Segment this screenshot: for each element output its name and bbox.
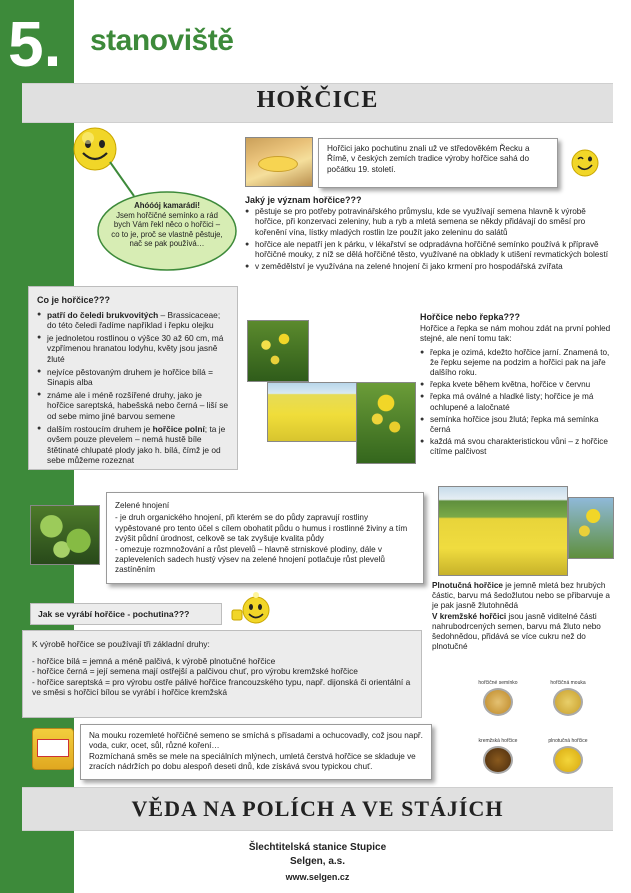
mouka-p2: Rozmíchaná směs se mele na speciálních mlýnech, umletá čerstvá hořčice se skladuje ve zracích nádržích po dobu alespoň deseti dnů, kde získává svou typickou chuť. [89, 751, 416, 772]
plnotucna-section [432, 581, 616, 652]
repka-item: ● semínka hořčice jsou žlutá; řepka má semínka černá [420, 415, 616, 435]
vyroba-l1: - hořčice bílá = jemná a méně palčivá, k výrobě plnotučné hořčice [32, 655, 276, 666]
co-je-box [28, 286, 238, 470]
repka-item: ● řepka je ozimá, kdežto hořčice jarní. Znamená to, že řepku sejeme na podzim a hořčici pak na jaře dalšího roku. [420, 348, 616, 379]
thumbs-up-smiley-icon [228, 592, 272, 632]
bubble-greeting: Ahóóój kamarádi! [134, 201, 200, 210]
page-title: HOŘČICE [256, 87, 379, 113]
vyroba-heading: Jak se vyrábí hořčice - pochutina??? [38, 609, 190, 619]
vyroba-l3: - hořčice sareptská = pro výrobu ostře pálivé hořčice francouzského typu, např. dijonská či orientální a ve směsi s hořčicí bílou se vyrábí i hořčice kremžská [32, 676, 411, 698]
repka-item: ● řepka kvete během května, hořčice v červnu [420, 380, 616, 390]
footer-org: Šlechtitelská stanice Stupice [248, 842, 387, 853]
project-title: VĚDA NA POLÍCH A VE STÁJÍCH [131, 796, 504, 821]
winking-smiley-icon [570, 148, 600, 178]
hnojeni-p2: - omezuje rozmnožování a růst plevelů – hlavně strniskové plodiny, dále v zapleveleních sadech hustý výsev na zelené hnojení potlačuje růst plevelů zastíněním [115, 544, 385, 575]
spoon-seeds: hořčičné semínko [466, 680, 530, 724]
vyroba-box [22, 630, 422, 718]
co-je-item: ● patří do čeledi brukvovitých – Brassicaceae; do této čeledi řadíme například i řepku olejku [37, 310, 229, 331]
co-je-item: ● známe ale i méně rozšířené druhy, jako je hořčice sareptská, habešská nebo černá – liší se od sebe mimo jiné barvou semene [37, 390, 229, 422]
co-je-item: ● je jednoletou rostlinou o výšce 30 až 60 cm, má vzpřímenou hranatou lodyhu, květy jsou jasně žluté [37, 333, 229, 365]
co-je-item: ● dalším rostoucím druhem je hořčice polní; ta je ovšem pouze plevelem – nemá hustě bíle štětinaté chlupaté plody jako h. bílá, čímž je od sebe můžeme rozeznat [37, 424, 229, 466]
vyznam-heading: Jaký je význam hořčice??? [245, 195, 362, 205]
mustard-food-photo [245, 137, 313, 187]
plnotucna-p2: V kremžské hořčici jsou jasně viditelné části nahrubodrcených semen, barvu má žluto nebo šedohnědou, přidává se více cukru než do plnotučné [432, 611, 601, 652]
mustard-flower-photo [247, 320, 309, 382]
bubble-text: Jsem hořčičné semínko a rád bych Vám řekl něco o hořčici – co to je, proč se vlastně pěstuje, nač se pak používá… [111, 210, 223, 249]
vyznam-section [245, 195, 615, 274]
repka-intro: Hořčice a řepka se nám mohou zdát na první pohled stejné, ale není tomu tak: [420, 324, 611, 344]
co-je-item: ● nejvíce pěstovaným druhem je hořčice bílá = Sinapis alba [37, 367, 229, 388]
spoon-flour: hořčičná mouka [536, 680, 600, 724]
mouka-p1: Na mouku rozemleté hořčičné semeno se smíchá s přísadami a ochucovadly, což jsou např. voda, cukr, ocet, sůl, různé koření… [89, 731, 423, 751]
station-label: stanoviště [90, 24, 234, 57]
speech-bubble [110, 201, 224, 249]
flower-closeup-photo [568, 497, 614, 559]
vyznam-item: ● pěstuje se pro potřeby potravinářského průmyslu, kde se využívají semena hlavně k výrobě hořčice, při konzervaci zeleniny, hub a ryb a mletá semena se někdy přidávají do směsí pro kořenění vína, lístky mladých rostlin lze použít jako zeleninu do salátů [245, 207, 615, 238]
vyznam-item: ● hořčice ale nepatří jen k párku, v lékařství se odpradávna hořčičné semínko používá k přípravě hořčičné mouky, z níž se dělá hořčičné těsto, využívané na obklady k utišení revmatických bolestí [245, 240, 615, 260]
intro-box [318, 138, 558, 188]
footer-web-link[interactable]: www.selgen.cz [285, 872, 350, 882]
vyznam-item: ● v zemědělství je využívána na zelené hnojení či jako krmení pro hospodářská zvířata [245, 262, 615, 272]
spoon-plnotucna: plnotučná hořčice [536, 738, 600, 782]
mouka-box [80, 724, 432, 780]
hnojeni-box [106, 492, 424, 584]
landscape-photo [438, 486, 568, 576]
repka-section [420, 312, 616, 460]
vyroba-l2: - hořčice černá = její semena mají ostřejší a palčivou chuť, pro výrobu kremžské hořčice [32, 666, 358, 677]
spoon-kremzska: kremžská hořčice [466, 738, 530, 782]
repka-item: ● řepka má oválné a hladké listy; hořčice je má ochlupené a laločnaté [420, 392, 616, 412]
hnojeni-heading: Zelené hnojení [115, 501, 170, 510]
mustard-plant-photo [356, 382, 416, 464]
repka-item: ● každá má svou charakteristickou vůni – z hořčice cítíme palčivost [420, 437, 616, 457]
vyroba-heading-box [30, 603, 222, 625]
intro-text: Hořčici jako pochutinu znali už ve středověkém Řecku a Římě, v českých zemích tradice výroby hořčice sahá do počátku 19. století. [327, 144, 530, 174]
station-number: 5. [8, 8, 62, 80]
footer-company: Selgen, a.s. [289, 856, 346, 867]
green-manure-photo [30, 505, 100, 565]
vyroba-intro: K výrobě hořčice se používají tři základní druhy: [32, 639, 210, 649]
plnotucna-p1: Plnotučná hořčice je jemně mletá bez hrubých částic, barvu má šedožlutou nebo se přibarvuje a je pak jasně žlutohnědá [432, 581, 610, 611]
hnojeni-p1: - je druh organického hnojení, při kterém se do půdy zapravují rostliny vypěstované pro tento účel s cílem obohatit půdu o humus i rostlinné živiny a tím zvýšit půdní úrodnost, celkově se tak zvyšuje kvalita půdy [115, 513, 408, 544]
repka-heading: Hořčice nebo řepka??? [420, 312, 521, 322]
mustard-jar-image [32, 728, 74, 770]
co-je-heading: Co je hořčice??? [37, 295, 111, 305]
